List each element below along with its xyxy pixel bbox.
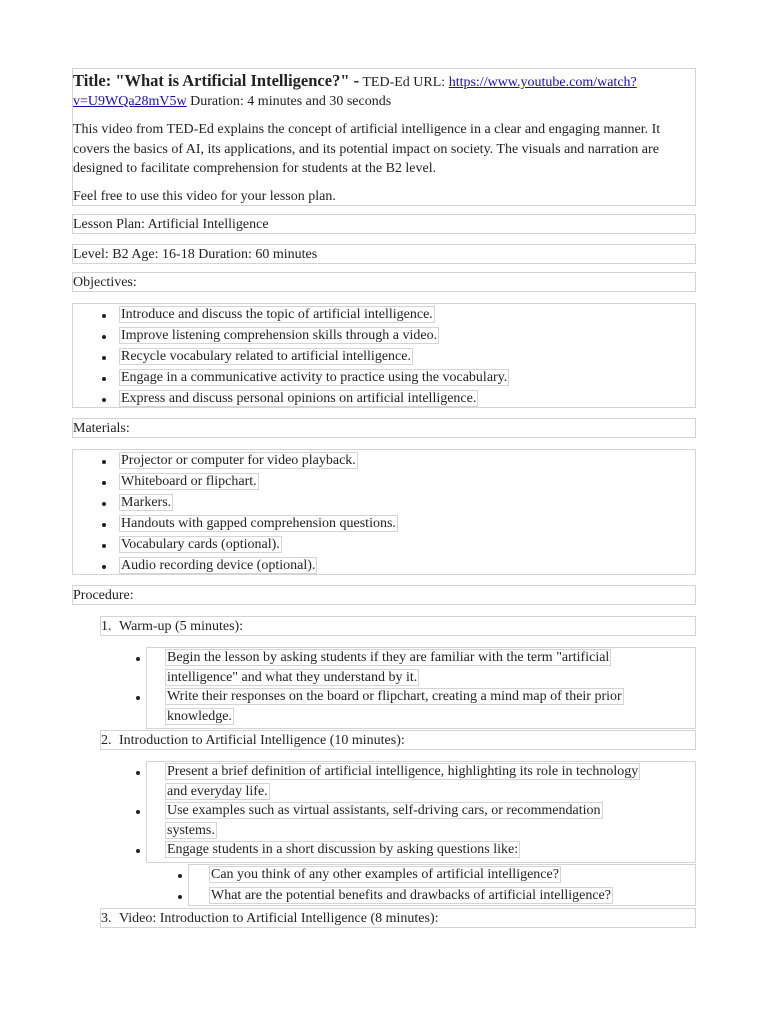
list-item: Begin the lesson by asking students if they are familiar with the term "artificial intelligence" and what they understand by it.	[147, 648, 695, 687]
list-item: Recycle vocabulary related to artificial intelligence.	[73, 347, 695, 368]
objectives-list	[72, 303, 696, 408]
url-label: TED-Ed URL:	[362, 75, 446, 90]
step-2-bullets	[146, 761, 696, 863]
list-item: Projector or computer for video playback.	[73, 451, 695, 472]
bullet-icon	[102, 377, 106, 381]
bullet-icon	[102, 523, 106, 527]
video-info-block	[72, 68, 696, 206]
materials-heading: Materials:	[72, 418, 696, 438]
lesson-plan-title: Lesson Plan: Artificial Intelligence	[72, 214, 696, 234]
list-item: Vocabulary cards (optional).	[73, 535, 695, 556]
bullet-icon	[102, 356, 106, 360]
procedure-step-3: 3. Video: Introduction to Artificial Intelligence (8 minutes):	[100, 908, 696, 928]
list-item: Use examples such as virtual assistants, self-driving cars, or recommendation systems.	[147, 801, 695, 840]
bullet-icon	[102, 314, 106, 318]
bullet-icon	[136, 849, 140, 853]
list-item: Write their responses on the board or flipchart, creating a mind map of their prior knowledge.	[147, 687, 695, 726]
video-url-link-cont[interactable]: v=U9WQa28mV5w	[73, 94, 187, 109]
bullet-icon	[136, 771, 140, 775]
bullet-icon	[102, 398, 106, 402]
procedure-heading: Procedure:	[72, 585, 696, 605]
list-item: Engage in a communicative activity to practice using the vocabulary.	[73, 368, 695, 389]
usage-note: Feel free to use this video for your lesson plan.	[73, 188, 336, 204]
title-line	[73, 69, 695, 93]
list-item: Introduce and discuss the topic of artificial intelligence.	[73, 305, 695, 326]
bullet-icon	[102, 502, 106, 506]
bullet-icon	[136, 657, 140, 661]
list-item: Engage students in a short discussion by asking questions like:	[147, 840, 695, 860]
bullet-icon	[136, 696, 140, 700]
procedure-step-2: 2. Introduction to Artificial Intelligence (10 minutes):	[100, 730, 696, 750]
bullet-icon	[136, 810, 140, 814]
materials-list	[72, 449, 696, 575]
list-item: Handouts with gapped comprehension questions.	[73, 514, 695, 535]
list-item: What are the potential benefits and drawbacks of artificial intelligence?	[189, 886, 695, 907]
list-item: Can you think of any other examples of artificial intelligence?	[189, 865, 695, 886]
list-item: Express and discuss personal opinions on artificial intelligence.	[73, 389, 695, 410]
level-age-duration: Level: B2 Age: 16-18 Duration: 60 minutes	[72, 244, 696, 264]
video-title: Title: "What is Artificial Intelligence?" -	[73, 71, 360, 90]
video-description: This video from TED-Ed explains the concept of artificial intelligence in a clear and engaging manner. It covers the basics of AI, its applications, and its potential impact on society. The visuals and narration are designed to facilitate comprehension for students at the B2 level.	[73, 122, 661, 176]
list-item: Improve listening comprehension skills through a video.	[73, 326, 695, 347]
list-item: Audio recording device (optional).	[73, 556, 695, 577]
list-item: Markers.	[73, 493, 695, 514]
procedure-step-1: 1. Warm-up (5 minutes):	[100, 616, 696, 636]
step-2-questions	[188, 864, 696, 906]
url-line-2	[73, 92, 695, 112]
bullet-icon	[178, 874, 182, 878]
objectives-heading: Objectives:	[72, 272, 696, 292]
video-duration: Duration: 4 minutes and 30 seconds	[190, 94, 392, 109]
bullet-icon	[102, 460, 106, 464]
bullet-icon	[102, 565, 106, 569]
bullet-icon	[102, 544, 106, 548]
bullet-icon	[178, 895, 182, 899]
list-item: Present a brief definition of artificial intelligence, highlighting its role in technology and everyday life.	[147, 762, 695, 801]
video-url-link[interactable]: https://www.youtube.com/watch?	[448, 75, 637, 90]
list-item: Whiteboard or flipchart.	[73, 472, 695, 493]
bullet-icon	[102, 481, 106, 485]
bullet-icon	[102, 335, 106, 339]
step-1-bullets	[146, 647, 696, 729]
